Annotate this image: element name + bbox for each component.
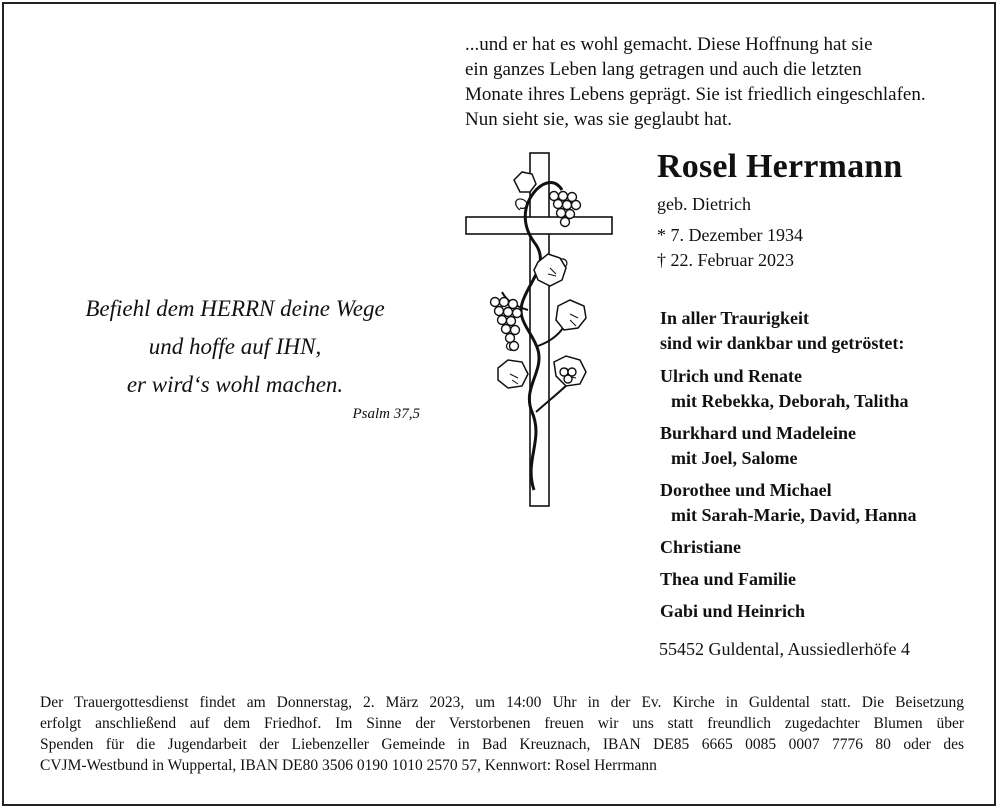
mourner-group	[660, 478, 917, 528]
mourners-lead-line: In aller Traurigkeit	[660, 308, 810, 328]
funeral-notice-footer	[40, 692, 964, 776]
deceased-details	[657, 192, 803, 273]
verse-line: und hoffe auf IHN,	[148, 334, 322, 359]
mourner-group	[660, 567, 917, 592]
deceased-name: Rosel Herrmann	[657, 148, 903, 185]
intro-line: ...und er hat es wohl gemacht. Diese Hoffnung hat sie	[465, 34, 873, 55]
verse-line: er wird‘s wohl machen.	[126, 372, 344, 397]
mourner-group	[660, 535, 917, 560]
mourner-sub: mit Joel, Salome	[671, 448, 798, 468]
mourners-list	[660, 306, 917, 631]
footer-line: erfolgt anschließend auf dem Friedhof. Im Sinne der Verstorbenen freuen wir uns statt freundlich zugedachter Blumen über	[40, 715, 964, 732]
mourner-sub: mit Sarah-Marie, David, Hanna	[671, 505, 917, 525]
mourner-main: Dorothee und Michael	[660, 480, 832, 500]
verse-line: Befiehl dem HERRN deine Wege	[85, 296, 385, 321]
birth-name: geb. Dietrich	[657, 194, 751, 214]
footer-line: Der Trauergottesdienst findet am Donnerstag, 2. März 2023, um 14:00 Uhr in der Ev. Kirche in Guldental statt. Die Beisetzung	[40, 694, 964, 711]
mourners-lead-line: sind wir dankbar und getröstet:	[660, 333, 905, 353]
cross-with-grapevine-icon	[462, 150, 622, 510]
birth-date: * 7. Dezember 1934	[657, 225, 803, 245]
mourner-main: Thea und Familie	[660, 569, 797, 589]
mourner-main: Christiane	[660, 537, 741, 557]
intro-line: Monate ihres Lebens geprägt. Sie ist friedlich eingeschlafen.	[465, 84, 926, 105]
death-date: † 22. Februar 2023	[657, 250, 794, 270]
intro-line: Nun sieht sie, was sie geglaubt hat.	[465, 109, 733, 130]
mourner-main: Gabi und Heinrich	[660, 601, 806, 621]
bible-verse	[40, 290, 430, 404]
footer-line: CVJM-Westbund in Wuppertal, IBAN DE80 3506 0190 1010 2570 57, Kennwort: Rosel Herrmann	[40, 757, 657, 774]
intro-text	[465, 32, 985, 132]
mourner-main: Ulrich und Renate	[660, 366, 803, 386]
mourner-group	[660, 421, 917, 471]
mourner-group	[660, 364, 917, 414]
verse-reference: Psalm 37,5	[352, 406, 420, 422]
intro-line: ein ganzes Leben lang getragen und auch die letzten	[465, 59, 862, 80]
footer-line: Spenden für die Jugendarbeit der Liebenzeller Gemeinde in Bad Kreuznach, IBAN DE85 6665 0085 0007 7776 80 oder des	[40, 736, 964, 753]
mourner-main: Burkhard und Madeleine	[660, 423, 857, 443]
mourners-lead	[660, 306, 917, 356]
mourner-group	[660, 599, 917, 624]
mourner-sub: mit Rebekka, Deborah, Talitha	[671, 391, 909, 411]
family-address: 55452 Guldental, Aussiedlerhöfe 4	[659, 639, 910, 659]
